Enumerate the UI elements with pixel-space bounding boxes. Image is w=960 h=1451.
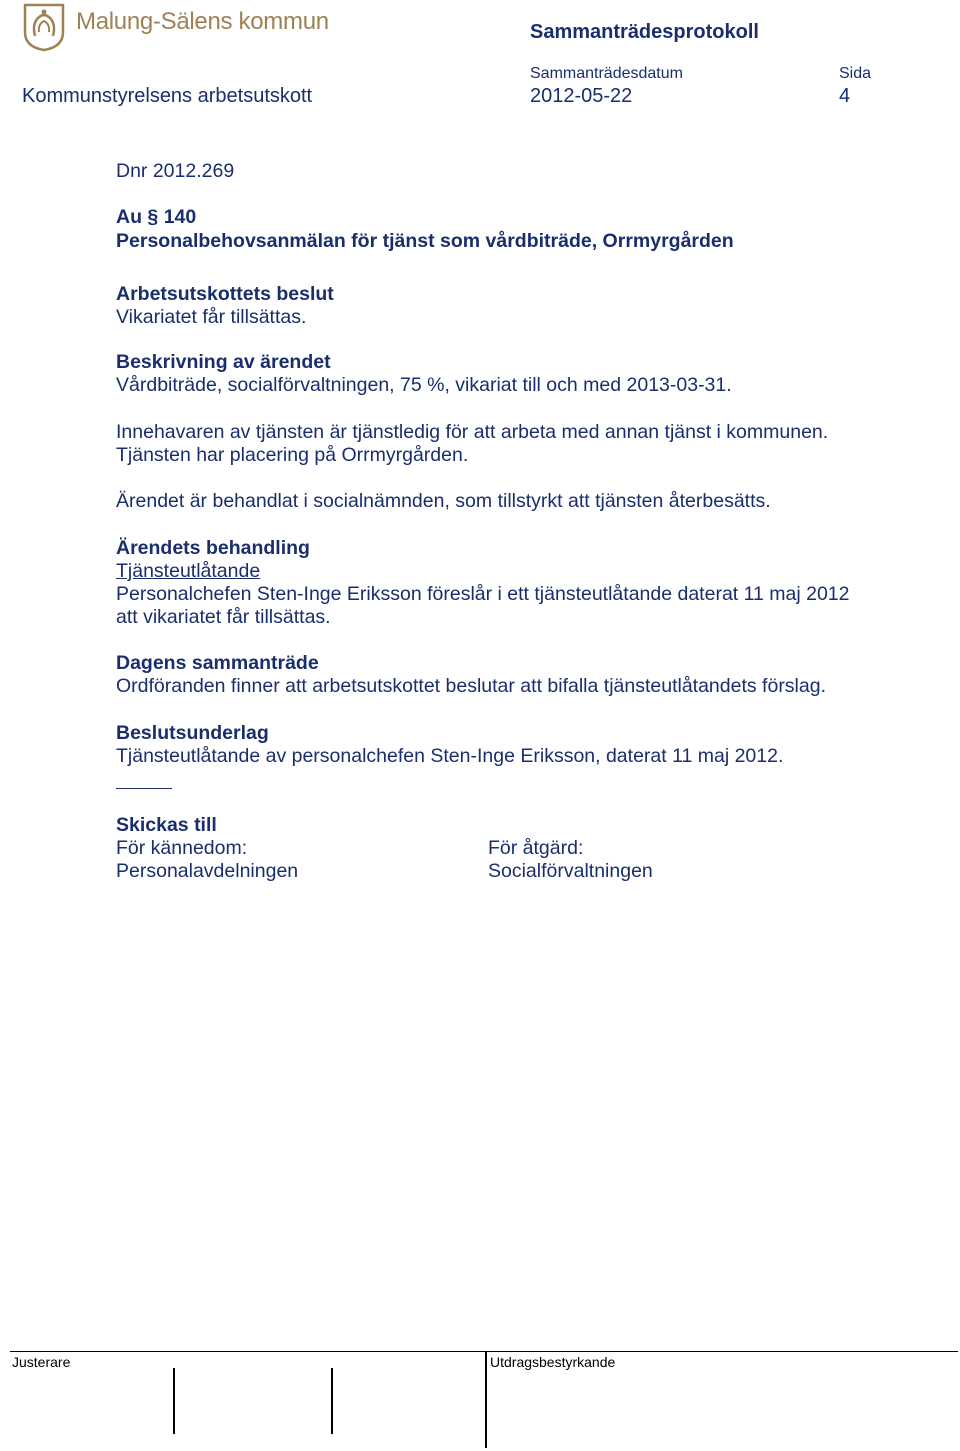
- page-number: 4: [839, 85, 851, 107]
- decision-text: Vikariatet får tillsättas.: [116, 306, 307, 328]
- case-title: Personalbehovsanmälan för tjänst som vårdbiträde, Orrmyrgården: [116, 230, 734, 252]
- handling-line: att vikariatet får tillsättas.: [116, 606, 331, 628]
- meeting-heading: Dagens sammanträde: [116, 652, 319, 674]
- handling-heading: Ärendets behandling: [116, 537, 310, 559]
- action-recipient: Socialförvaltningen: [488, 860, 653, 882]
- organization-name: Malung-Sälens kommun: [76, 8, 329, 35]
- action-label: För åtgärd:: [488, 837, 584, 859]
- info-label: För kännedom:: [116, 837, 248, 859]
- description-line: Innehavaren av tjänsten är tjänstledig för att arbeta med annan tjänst i kommunen.: [116, 421, 829, 443]
- handling-subheading: Tjänsteutlåtande: [116, 560, 261, 582]
- paragraph-number: 140: [163, 206, 197, 228]
- separator-line: [116, 788, 172, 789]
- description-line: Vårdbiträde, socialförvaltningen, 75 %, vikariat till och med 2013-03-31.: [116, 374, 732, 396]
- meeting-date: 2012-05-22: [530, 85, 633, 107]
- justerare-label: Justerare: [12, 1354, 71, 1370]
- description-heading: Beskrivning av ärendet: [116, 351, 331, 373]
- case-number: Dnr 2012.269: [116, 160, 235, 182]
- signature-box-divider: [485, 1352, 487, 1448]
- certifier-label: Utdragsbestyrkande: [490, 1354, 616, 1370]
- committee-name: Kommunstyrelsens arbetsutskott: [22, 85, 313, 107]
- description-line: Tjänsten har placering på Orrmyrgården.: [116, 444, 469, 466]
- info-recipient: Personalavdelningen: [116, 860, 299, 882]
- meeting-text: Ordföranden finner att arbetsutskottet beslutar att bifalla tjänsteutlåtandets förslag.: [116, 675, 826, 697]
- page-label: Sida: [839, 65, 872, 82]
- signature-box-divider: [331, 1368, 333, 1434]
- municipality-logo-icon: [22, 2, 66, 52]
- document-title: Sammanträdesprotokoll: [530, 21, 759, 43]
- basis-heading: Beslutsunderlag: [116, 722, 269, 744]
- signature-box-divider: [173, 1368, 175, 1434]
- handling-line: Personalchefen Sten-Inge Eriksson föreslår i ett tjänsteutlåtande daterat 11 maj 2012: [116, 583, 850, 605]
- meeting-date-label: Sammanträdesdatum: [530, 65, 683, 82]
- section-sign: §: [147, 206, 159, 228]
- decision-heading: Arbetsutskottets beslut: [116, 283, 334, 305]
- footer-line: [10, 1351, 958, 1352]
- paragraph-prefix: Au: [116, 206, 142, 228]
- distribution-heading: Skickas till: [116, 814, 217, 836]
- basis-text: Tjänsteutlåtande av personalchefen Sten-Inge Eriksson, daterat 11 maj 2012.: [116, 745, 784, 767]
- paragraph-heading: [116, 206, 196, 229]
- description-line: Ärendet är behandlat i socialnämnden, som tillstyrkt att tjänsten återbesätts.: [116, 490, 771, 512]
